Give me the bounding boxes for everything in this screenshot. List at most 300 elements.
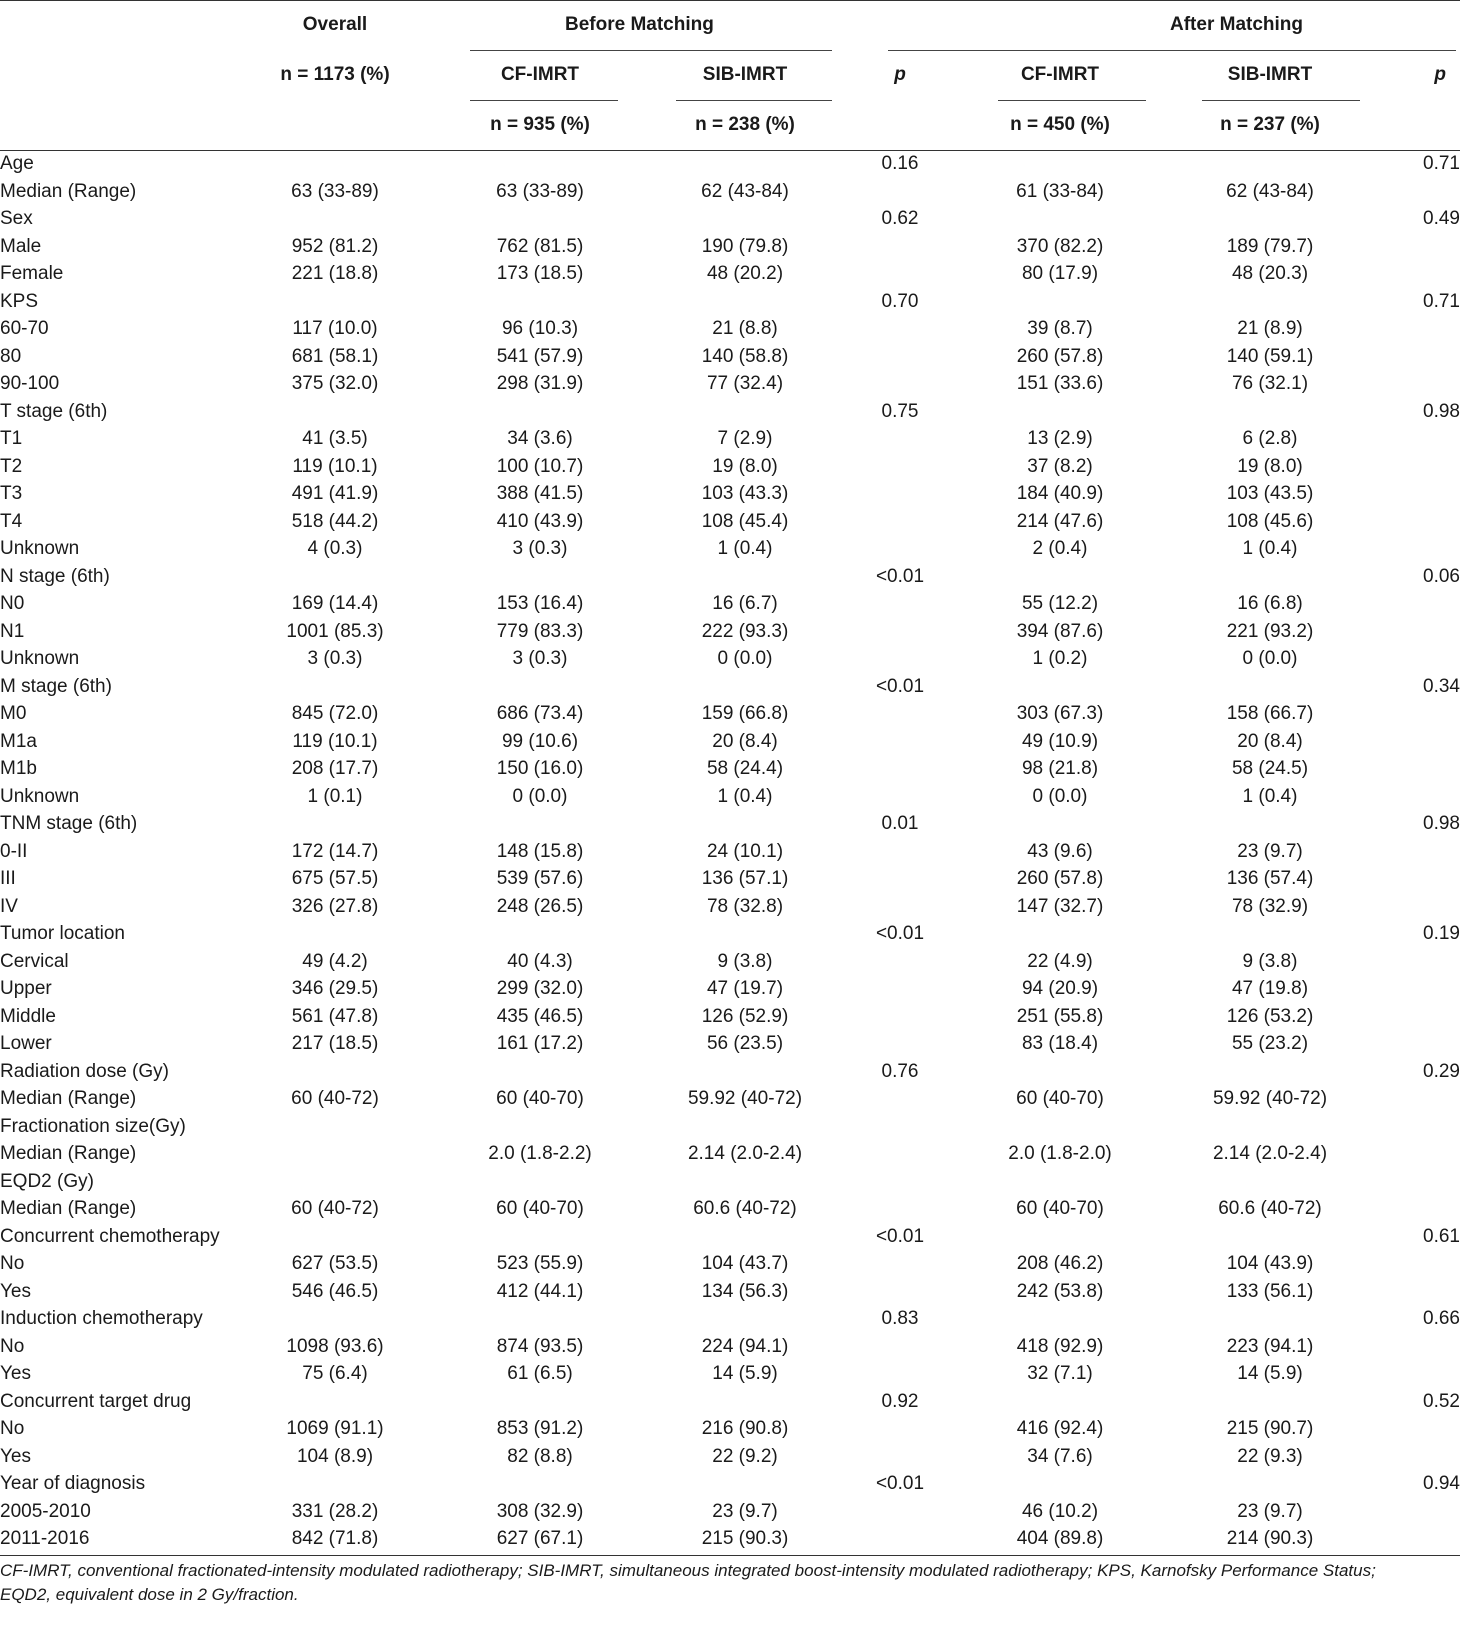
table-row [0,1003,1460,1031]
before-cf-value [435,288,645,316]
before-p-value [845,1525,955,1553]
table-row [0,1250,1460,1278]
overall-value: 491 (41.9) [291,483,379,504]
row-label: M0 [0,703,27,724]
before-p-value [845,755,955,783]
table-footnote [0,1559,1460,1607]
overall-value: 375 (32.0) [291,373,379,394]
overall-value: 346 (29.5) [291,978,379,999]
before-p-value: 0.16 [881,153,919,174]
after-p-value [1375,783,1460,811]
before-cf-value [435,1113,645,1141]
after-sib-value: 6 (2.8) [1242,428,1298,449]
after-cf-value [955,205,1165,233]
header-blank [235,100,435,150]
after-p-value [1375,1085,1460,1113]
table-row [0,1525,1460,1553]
overall-value: 63 (33-89) [291,180,379,202]
after-sib-value [1165,205,1375,233]
before-sib-value: 9 (3.8) [717,950,773,972]
before-p-value [845,480,955,508]
overall-value: 842 (71.8) [291,1528,379,1549]
after-cf-value [955,1388,1165,1416]
row-label: III [0,868,16,889]
before-cf-value: 82 (8.8) [507,1445,573,1467]
overall-value: 208 (17.7) [291,758,379,779]
after-sib-value [1165,1113,1375,1141]
after-cf-value: 260 (57.8) [1016,345,1104,367]
before-cf-value: 3 (0.3) [512,538,568,559]
before-cf-value: 539 (57.6) [496,868,584,889]
header-after-cf-n: n = 450 (%) [1010,114,1110,135]
header-row-counts [0,100,1460,150]
after-cf-value: 370 (82.2) [1016,235,1104,257]
after-sib-value: 21 (8.9) [1237,318,1303,339]
after-cf-value: 60 (40-70) [1016,1088,1104,1109]
after-p-value [1375,838,1460,866]
overall-value: 117 (10.0) [292,318,378,339]
header-after-sib-imrt: SIB-IMRT [1227,64,1313,85]
after-sib-value: 136 (57.4) [1226,868,1314,889]
after-p-value: 0.66 [1423,1308,1460,1329]
before-sib-value [645,1305,845,1333]
header-before-sib-n: n = 238 (%) [695,114,795,135]
before-cf-value: 541 (57.9) [496,345,584,367]
before-p-value: <0.01 [875,565,925,587]
before-sib-value [645,1470,845,1498]
row-label: 60-70 [0,318,49,339]
after-cf-value: 251 (55.8) [1016,1005,1104,1027]
row-label: Male [0,235,42,257]
before-cf-value: 34 (3.6) [507,428,573,449]
before-sib-value: 14 (5.9) [712,1363,778,1384]
before-sib-value [645,1168,845,1196]
before-sib-value [645,673,845,701]
before-p-value: 0.70 [881,290,919,312]
row-label: N0 [0,593,25,614]
overall-value: 952 (81.2) [291,235,379,257]
before-sib-underline [676,100,832,101]
before-p-value [845,645,955,673]
overall-value [235,1388,435,1416]
table-row [0,865,1460,893]
before-sib-value: 59.92 (40-72) [687,1088,803,1109]
before-cf-value [435,1470,645,1498]
row-label: Median (Range) [0,180,137,202]
before-sib-value: 215 (90.3) [701,1528,789,1549]
before-sib-value: 48 (20.2) [706,263,784,284]
after-p-value [1375,975,1460,1003]
after-sib-value: 1 (0.4) [1242,538,1298,559]
before-p-value: 0.83 [881,1308,919,1329]
after-p-value [1375,343,1460,371]
row-label: Year of diagnosis [0,1473,146,1494]
after-sib-value: 78 (32.9) [1231,895,1309,917]
row-label: T stage (6th) [0,400,108,422]
after-sib-value: 20 (8.4) [1237,730,1303,752]
after-sib-value: 158 (66.7) [1226,703,1314,724]
table-row [0,1415,1460,1443]
row-label: 2011-2016 [0,1528,90,1549]
table-row [0,783,1460,811]
before-cf-value: 3 (0.3) [512,648,568,669]
after-cf-value: 260 (57.8) [1016,868,1104,889]
table-row [0,343,1460,371]
before-p-value [845,535,955,563]
after-p-value: 0.49 [1423,208,1460,229]
before-sib-value: 216 (90.8) [701,1418,789,1439]
before-p-value [845,1168,955,1196]
after-p-value: 0.94 [1423,1473,1460,1494]
before-cf-value: 0 (0.0) [512,785,568,807]
before-sib-value: 23 (9.7) [712,1500,778,1522]
row-label: M1a [0,730,37,752]
after-p-value [1375,1003,1460,1031]
before-p-value [845,865,955,893]
row-label: TNM stage (6th) [0,813,138,834]
before-cf-value: 308 (32.9) [496,1500,584,1522]
overall-value [235,673,435,701]
before-p-value [845,1360,955,1388]
table-row [0,453,1460,481]
before-p-value [845,1278,955,1306]
after-cf-value: 2.0 (1.8-2.0) [1008,1143,1112,1164]
table-row [0,755,1460,783]
row-label: EQD2 (Gy) [0,1170,94,1192]
before-p-value: <0.01 [875,675,925,697]
table-row [0,178,1460,206]
header-row-groups [0,0,1460,50]
table-row [0,1085,1460,1113]
table-row [0,370,1460,398]
before-p-value [845,838,955,866]
before-p-value [845,1003,955,1031]
before-sib-value: 136 (57.1) [701,868,789,889]
before-sib-value: 103 (43.3) [701,483,789,504]
after-p-value [1375,893,1460,921]
after-p-value [1375,315,1460,343]
before-sib-value: 2.14 (2.0-2.4) [687,1143,803,1164]
after-cf-value: 32 (7.1) [1027,1363,1093,1384]
before-cf-value: 60 (40-70) [496,1088,584,1109]
after-cf-value: 80 (17.9) [1021,263,1099,284]
after-sib-value: 126 (53.2) [1226,1005,1314,1027]
after-cf-value [955,1305,1165,1333]
before-sib-value [645,1223,845,1251]
after-sib-value: 189 (79.7) [1226,235,1314,257]
row-label: Radiation dose (Gy) [0,1060,169,1082]
overall-value: 3 (0.3) [307,648,363,669]
after-p-value [1375,1333,1460,1361]
before-cf-value: 100 (10.7) [496,455,584,477]
table-row [0,150,1460,178]
row-label: Female [0,263,64,284]
table-row [0,590,1460,618]
before-sib-value: 60.6 (40-72) [693,1198,797,1219]
before-sib-value: 47 (19.7) [706,978,784,999]
before-cf-value: 148 (15.8) [496,840,584,862]
before-sib-value: 1 (0.4) [717,538,773,559]
row-label: Upper [0,978,52,999]
before-p-value [845,1140,955,1168]
after-p-value: 0.34 [1423,675,1460,697]
table-row [0,1113,1460,1141]
before-sib-value: 22 (9.2) [712,1445,778,1467]
after-sib-value [1165,563,1375,591]
after-cf-value [955,1223,1165,1251]
before-sib-value: 0 (0.0) [717,648,773,669]
header-row-arms [0,50,1460,100]
overall-value [235,810,435,838]
before-cf-value: 99 (10.6) [501,730,579,752]
header-before-p: p [894,64,906,85]
after-p-value [1375,865,1460,893]
row-label: T3 [0,483,23,504]
before-p-value [845,315,955,343]
before-p-value [845,1030,955,1058]
before-sib-value: 134 (56.3) [701,1280,789,1302]
after-p-value [1375,1113,1460,1141]
overall-value: 60 (40-72) [291,1088,379,1109]
overall-value [235,1140,435,1168]
after-p-value [1375,700,1460,728]
footnote-line-2: EQD2, equivalent dose in 2 Gy/fraction. [0,1584,299,1604]
before-cf-value [435,150,645,178]
after-sib-value [1165,1305,1375,1333]
after-sib-value: 108 (45.6) [1226,510,1314,532]
after-cf-value: 22 (4.9) [1027,950,1093,972]
row-label: 2005-2010 [0,1500,91,1522]
after-sib-value: 2.14 (2.0-2.4) [1212,1143,1328,1164]
before-sib-value [645,1058,845,1086]
after-cf-value: 418 (92.9) [1016,1335,1104,1357]
row-label: Unknown [0,785,80,807]
overall-value: 4 (0.3) [307,538,363,559]
overall-value [235,1168,435,1196]
table-row [0,838,1460,866]
before-p-value: 0.62 [881,208,919,229]
before-cf-value: 435 (46.5) [496,1005,584,1027]
after-sib-value [1165,1388,1375,1416]
before-p-value: <0.01 [875,1225,925,1247]
table-row [0,700,1460,728]
after-cf-value: 0 (0.0) [1032,785,1088,807]
table-row [0,645,1460,673]
after-p-value: 0.06 [1423,565,1460,587]
before-cf-value: 40 (4.3) [507,950,573,972]
before-sib-value: 58 (24.4) [706,758,784,779]
before-p-value [845,1443,955,1471]
after-p-value [1375,1525,1460,1553]
after-sib-value [1165,398,1375,426]
before-cf-underline [470,100,618,101]
after-cf-value [955,150,1165,178]
header-blank [1375,100,1460,150]
after-cf-value [955,673,1165,701]
row-label: No [0,1335,25,1357]
after-sib-value: 59.92 (40-72) [1212,1088,1328,1109]
after-sib-value: 104 (43.9) [1226,1253,1314,1274]
table-row [0,508,1460,536]
table-body [0,150,1460,1553]
after-sib-value: 60.6 (40-72) [1218,1198,1322,1219]
after-cf-value: 242 (53.8) [1016,1280,1104,1302]
before-cf-value [435,398,645,426]
overall-value: 75 (6.4) [302,1363,368,1384]
after-cf-value: 208 (46.2) [1016,1253,1104,1274]
after-sib-value [1165,1223,1375,1251]
row-label: Median (Range) [0,1198,137,1219]
before-cf-value: 150 (16.0) [496,758,584,779]
after-sib-value [1165,920,1375,948]
table-row [0,1443,1460,1471]
table-row [0,1305,1460,1333]
before-sib-value: 16 (6.7) [712,593,778,614]
before-cf-value: 412 (44.1) [496,1280,584,1302]
row-label: M stage (6th) [0,675,112,697]
overall-value [235,1113,435,1141]
before-cf-value: 523 (55.9) [496,1253,584,1274]
after-p-value [1375,618,1460,646]
row-label: Unknown [0,648,80,669]
after-cf-value: 94 (20.9) [1021,978,1099,999]
before-sib-value [645,398,845,426]
after-cf-value [955,1058,1165,1086]
row-label: No [0,1253,25,1274]
before-p-value [845,893,955,921]
overall-value [235,1305,435,1333]
after-cf-value: 1 (0.2) [1032,648,1088,669]
after-p-value: 0.98 [1423,813,1460,834]
row-label: N1 [0,620,25,642]
table-row [0,315,1460,343]
before-cf-value [435,1305,645,1333]
after-sib-value: 103 (43.5) [1226,483,1314,504]
row-label: T1 [0,428,23,449]
table-row [0,233,1460,261]
overall-value [235,920,435,948]
table-row [0,398,1460,426]
overall-value: 217 (18.5) [291,1033,379,1054]
before-p-value [845,343,955,371]
row-label: 80 [0,345,22,367]
before-sib-value: 224 (94.1) [701,1335,789,1357]
after-cf-value [955,288,1165,316]
after-cf-value: 34 (7.6) [1027,1445,1093,1467]
after-p-value [1375,1250,1460,1278]
before-sib-value [645,205,845,233]
after-sib-value: 19 (8.0) [1237,455,1303,477]
after-sib-value [1165,673,1375,701]
overall-value [235,1470,435,1498]
table-row [0,948,1460,976]
before-p-value [845,370,955,398]
overall-value: 169 (14.4) [291,593,379,614]
header-bottom-rule [0,150,1460,151]
header-blank [845,100,955,150]
before-p-value [845,975,955,1003]
table-row [0,728,1460,756]
before-cf-value [435,1223,645,1251]
before-p-value [845,1113,955,1141]
overall-value: 518 (44.2) [291,510,379,532]
before-sib-value: 126 (52.9) [701,1005,789,1027]
row-label: Age [0,153,34,174]
after-cf-value: 83 (18.4) [1021,1033,1099,1054]
after-cf-value: 43 (9.6) [1027,840,1093,862]
overall-value: 561 (47.8) [291,1005,379,1027]
after-p-value: 0.98 [1423,400,1460,422]
before-cf-value: 63 (33-89) [496,180,584,202]
header-before-cf-n: n = 935 (%) [490,114,590,135]
overall-value [235,150,435,178]
row-label: T2 [0,455,23,477]
before-cf-value: 298 (31.9) [496,373,584,394]
after-p-value [1375,480,1460,508]
overall-value: 104 (8.9) [296,1445,374,1467]
before-sib-value [645,810,845,838]
overall-value: 60 (40-72) [291,1198,379,1219]
table-row [0,1498,1460,1526]
table-row [0,1030,1460,1058]
after-p-value [1375,1030,1460,1058]
after-cf-value: 2 (0.4) [1032,538,1088,559]
after-sib-value [1165,1058,1375,1086]
header-before-cf-imrt: CF-IMRT [500,64,580,85]
table-row [0,1140,1460,1168]
overall-value: 681 (58.1) [291,345,379,367]
after-cf-value: 37 (8.2) [1027,455,1093,477]
table-row [0,1058,1460,1086]
after-p-value [1375,260,1460,288]
after-sib-value [1165,288,1375,316]
after-sib-value [1165,1470,1375,1498]
before-sib-value: 108 (45.4) [701,510,789,532]
before-cf-value [435,1058,645,1086]
before-p-value [845,508,955,536]
after-cf-value: 404 (89.8) [1016,1528,1104,1549]
before-sib-value: 56 (23.5) [706,1033,784,1054]
after-p-value [1375,425,1460,453]
row-label: 90-100 [0,373,60,394]
before-cf-value: 96 (10.3) [501,318,579,339]
before-sib-value: 20 (8.4) [712,730,778,752]
table-row [0,1388,1460,1416]
after-p-value [1375,178,1460,206]
after-cf-value [955,563,1165,591]
after-sib-value: 23 (9.7) [1237,840,1303,862]
before-p-value: <0.01 [875,1473,925,1494]
header-blank [0,100,235,150]
overall-value: 326 (27.8) [291,895,379,917]
row-label: Cervical [0,950,69,972]
header-after-sib-n: n = 237 (%) [1220,114,1320,135]
overall-value: 172 (14.7) [291,840,379,862]
row-label: Yes [0,1363,31,1384]
after-p-value [1375,755,1460,783]
table-row [0,673,1460,701]
before-cf-value: 853 (91.2) [496,1418,584,1439]
table-row [0,1360,1460,1388]
before-cf-value: 299 (32.0) [496,978,584,999]
table-row [0,1223,1460,1251]
after-sib-value: 133 (56.1) [1226,1280,1314,1302]
before-cf-value: 762 (81.5) [496,235,584,257]
before-p-value [845,178,955,206]
after-sib-value: 47 (19.8) [1231,978,1309,999]
before-p-value [845,1250,955,1278]
before-cf-value [435,673,645,701]
